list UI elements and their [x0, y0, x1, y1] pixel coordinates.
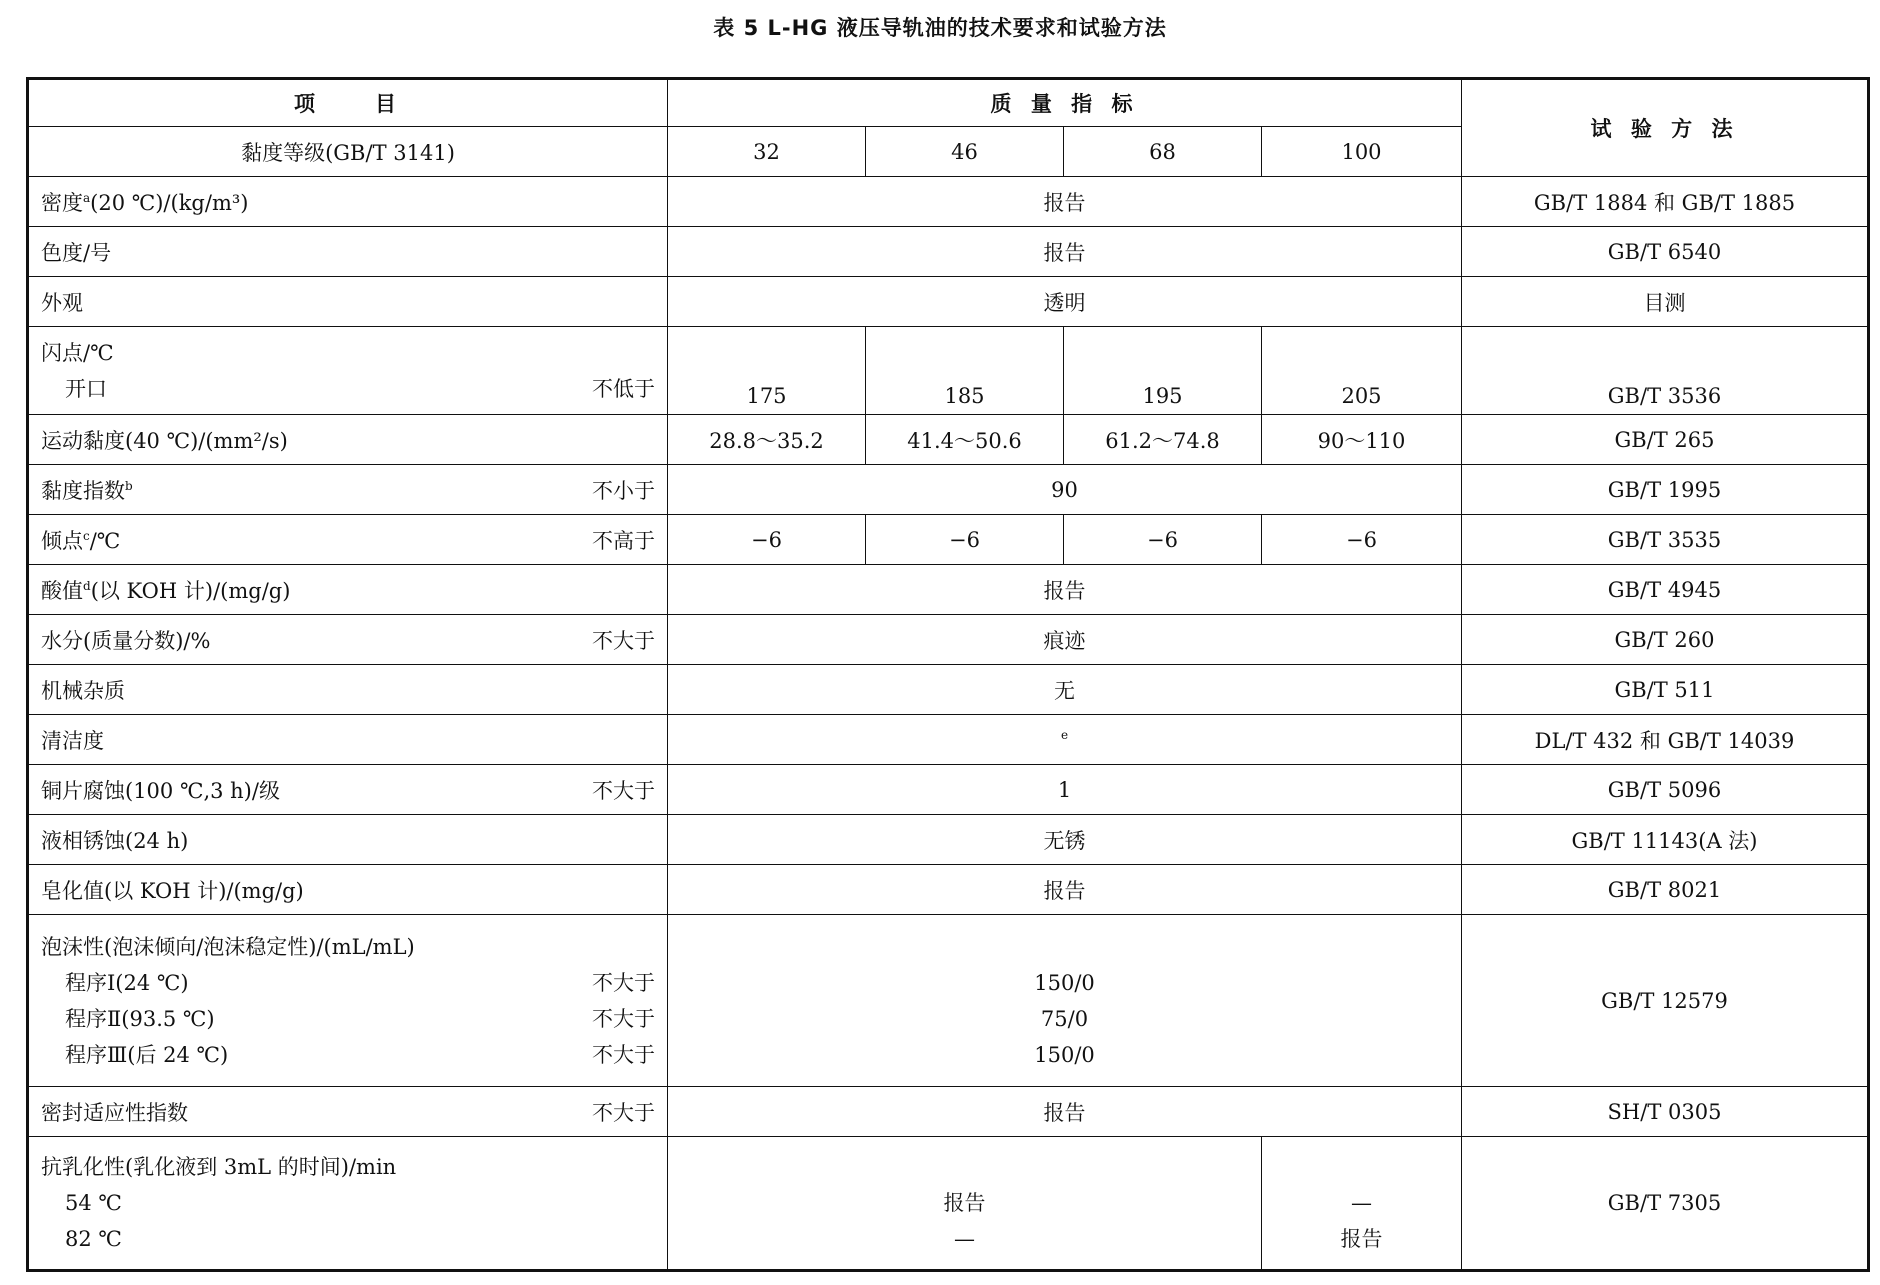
foam-v2: 75/0 — [1040, 1006, 1089, 1031]
acid-method: GB/T 4945 — [1462, 565, 1869, 615]
row-acid-value — [28, 565, 1869, 615]
impurity-method: GB/T 511 — [1462, 665, 1869, 715]
demuls-a82: — — [954, 1227, 975, 1251]
row-impurity — [28, 665, 1869, 715]
pour-method: GB/T 3535 — [1462, 515, 1869, 565]
water-value: 痕迹 — [668, 615, 1462, 665]
spec-table — [26, 77, 1870, 1272]
impurity-label: 机械杂质 — [28, 665, 668, 715]
pour-32: −6 — [668, 515, 866, 565]
kinematic-100: 90～110 — [1262, 415, 1462, 465]
vi-label: 黏度指数$^b$ — [41, 478, 133, 503]
demuls-b82: 报告 — [1340, 1227, 1383, 1251]
appearance-value: 透明 — [668, 277, 1462, 327]
flash-method: GB/T 3536 — [1462, 327, 1869, 415]
pour-cond: 不高于 — [592, 528, 655, 553]
flash-title: 闪点/℃ — [41, 340, 114, 365]
kinematic-method: GB/T 265 — [1462, 415, 1869, 465]
kinematic-68: 61.2～74.8 — [1064, 415, 1262, 465]
impurity-value: 无 — [668, 665, 1462, 715]
kinematic-label: 运动黏度(40 ℃)/(mm²/s) — [28, 415, 668, 465]
acid-value: 报告 — [668, 565, 1462, 615]
color-value: 报告 — [668, 227, 1462, 277]
grade-32: 32 — [668, 127, 866, 177]
water-method: GB/T 260 — [1462, 615, 1869, 665]
rust-method: GB/T 11143(A 法) — [1462, 815, 1869, 865]
row-viscosity-index — [28, 465, 1869, 515]
color-label: 色度/号 — [28, 227, 668, 277]
copper-cond: 不大于 — [592, 778, 655, 803]
flash-cond: 不低于 — [592, 376, 655, 401]
row-copper-corrosion — [28, 765, 1869, 815]
sapon-label: 皂化值(以 KOH 计)/(mg/g) — [28, 865, 668, 915]
header-method: 试 验 方 法 — [1462, 79, 1869, 177]
density-method: GB/T 1884 和 GB/T 1885 — [1462, 177, 1869, 227]
foam-seq3: 程序Ⅲ(后 24 ℃) — [65, 1042, 229, 1067]
table-title: 表 5 L-HG 液压导轨油的技术要求和试验方法 — [713, 16, 1167, 40]
foam-method: GB/T 12579 — [1462, 915, 1869, 1087]
color-method: GB/T 6540 — [1462, 227, 1869, 277]
clean-value: e — [1060, 727, 1069, 742]
kinematic-32: 28.8～35.2 — [668, 415, 866, 465]
row-density — [28, 177, 1869, 227]
water-label: 水分(质量分数)/% — [41, 628, 211, 653]
density-value: 报告 — [668, 177, 1462, 227]
flash-68: 195 — [1064, 327, 1262, 415]
header-quality: 质 量 指 标 — [668, 79, 1462, 127]
vi-value: 90 — [668, 465, 1462, 515]
row-flash-point — [28, 327, 1869, 415]
row-kinematic-viscosity — [28, 415, 1869, 465]
copper-label: 铜片腐蚀(100 ℃,3 h)/级 — [41, 778, 280, 803]
foam-v3: 150/0 — [1034, 1042, 1095, 1067]
appearance-method: 目测 — [1462, 277, 1869, 327]
flash-sub: 开口 — [65, 376, 107, 401]
acid-label: 酸值$^d$(以 KOH 计)/(mg/g) — [28, 565, 668, 615]
row-foam — [28, 915, 1869, 1087]
foam-v1: 150/0 — [1034, 970, 1095, 995]
demuls-b54: — — [1351, 1191, 1372, 1215]
demuls-t54: 54 ℃ — [65, 1191, 122, 1215]
rust-value: 无锈 — [668, 815, 1462, 865]
row-rust — [28, 815, 1869, 865]
clean-method: DL/T 432 和 GB/T 14039 — [1462, 715, 1869, 765]
pour-68: −6 — [1064, 515, 1262, 565]
density-label: 密度$^a$(20 ℃)/(kg/m³) — [28, 177, 668, 227]
grade-46: 46 — [866, 127, 1064, 177]
row-cleanliness — [28, 715, 1869, 765]
flash-100: 205 — [1262, 327, 1462, 415]
demuls-a54: 报告 — [943, 1191, 986, 1215]
rust-label: 液相锈蚀(24 h) — [28, 815, 668, 865]
seal-value: 报告 — [668, 1087, 1462, 1137]
foam-seq1: 程序Ⅰ(24 ℃) — [65, 970, 189, 995]
header-grade-label: 黏度等级(GB/T 3141) — [28, 127, 668, 177]
row-saponification — [28, 865, 1869, 915]
pour-46: −6 — [866, 515, 1064, 565]
sapon-value: 报告 — [668, 865, 1462, 915]
demuls-label: 抗乳化性(乳化液到 3mL 的时间)/min — [41, 1155, 397, 1179]
pour-label: 倾点$^c$/℃ — [41, 528, 121, 553]
foam-cond-3: 不大于 — [592, 1042, 655, 1067]
vi-method: GB/T 1995 — [1462, 465, 1869, 515]
appearance-label: 外观 — [28, 277, 668, 327]
foam-label: 泡沫性(泡沫倾向/泡沫稳定性)/(mL/mL) — [41, 934, 415, 959]
pour-100: −6 — [1262, 515, 1462, 565]
row-color — [28, 227, 1869, 277]
header-row-1 — [28, 79, 1869, 127]
flash-46: 185 — [866, 327, 1064, 415]
foam-cond-2: 不大于 — [592, 1006, 655, 1031]
sapon-method: GB/T 8021 — [1462, 865, 1869, 915]
grade-100: 100 — [1262, 127, 1462, 177]
demuls-method: GB/T 7305 — [1462, 1137, 1869, 1271]
seal-method: SH/T 0305 — [1462, 1087, 1869, 1137]
vi-cond: 不小于 — [592, 478, 655, 503]
row-water — [28, 615, 1869, 665]
header-item: 项 目 — [28, 79, 668, 127]
flash-label — [28, 327, 668, 415]
row-demulsibility — [28, 1137, 1869, 1271]
row-seal — [28, 1087, 1869, 1137]
grade-68: 68 — [1064, 127, 1262, 177]
copper-method: GB/T 5096 — [1462, 765, 1869, 815]
seal-label: 密封适应性指数 — [41, 1100, 188, 1125]
seal-cond: 不大于 — [592, 1100, 655, 1125]
demuls-t82: 82 ℃ — [65, 1227, 122, 1251]
clean-label: 清洁度 — [28, 715, 668, 765]
foam-cond-1: 不大于 — [592, 970, 655, 995]
row-appearance — [28, 277, 1869, 327]
water-cond: 不大于 — [592, 628, 655, 653]
row-pour-point — [28, 515, 1869, 565]
copper-value: 1 — [668, 765, 1462, 815]
kinematic-46: 41.4～50.6 — [866, 415, 1064, 465]
foam-seq2: 程序Ⅱ(93.5 ℃) — [65, 1006, 215, 1031]
flash-32: 175 — [668, 327, 866, 415]
